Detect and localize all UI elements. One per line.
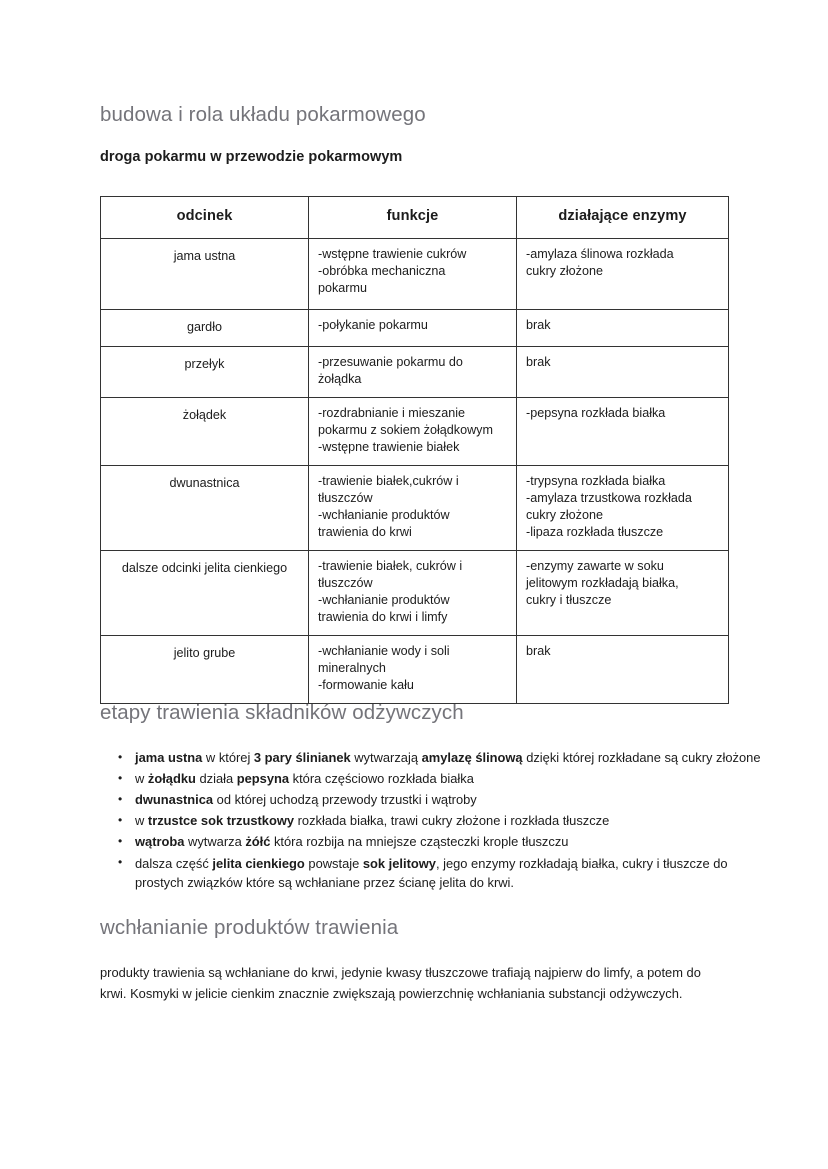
cell-segment: jelito grube [101, 635, 309, 703]
list-item-emphasis: jama ustna [135, 750, 203, 765]
list-item-emphasis: amylazę ślinową [421, 750, 523, 765]
list-item-emphasis: trzustce sok trzustkowy [147, 813, 295, 829]
absorption-paragraph: produkty trawienia są wchłaniane do krwi, jedynie kwasy tłuszczowe trafiają najpierw do limfy, a potem do krwi. Kosmyki w jelicie cienkim znacznie zwiększają powierzchnię wchłaniania substancji odżywczych. [100, 965, 701, 1001]
list-item-text: dalsza część [135, 855, 213, 871]
table-row [101, 309, 729, 346]
list-item-emphasis: pepsyna [236, 771, 290, 787]
cell-line: brak [526, 317, 551, 332]
cell-line: -formowanie kału [318, 677, 414, 692]
cell-line: -połykanie pokarmu [318, 317, 428, 332]
list-item-text: dzięki której rozkładane są cukry złożone [522, 750, 761, 765]
cell-enzymes [517, 346, 729, 397]
cell-line: -obróbka mechaniczna [318, 263, 446, 278]
cell-line: -lipaza rozkłada tłuszcze [526, 524, 664, 539]
column-header-functions: funkcje [309, 197, 517, 239]
cell-line: -wstępne trawienie białek [318, 439, 460, 454]
list-item-text: od której uchodzą przewody trzustki i wątroby [213, 792, 477, 808]
digestion-table [100, 196, 729, 704]
cell-line: trawienia do krwi [318, 524, 412, 539]
cell-enzymes [517, 635, 729, 703]
list-item-text: rozkłada białka, trawi cukry złożone i rozkłada tłuszcze [294, 813, 610, 829]
table-row [101, 238, 729, 309]
cell-line: cukry złożone [526, 507, 603, 522]
list-item [135, 769, 763, 789]
digestion-table-body [101, 238, 729, 703]
cell-line: żołądka [318, 371, 362, 386]
stages-list [100, 748, 763, 894]
cell-line: -amylaza trzustkowa rozkłada [526, 490, 692, 505]
cell-enzymes [517, 397, 729, 465]
cell-line: -enzymy zawarte w soku [526, 558, 664, 573]
cell-line: -trawienie białek,cukrów i [318, 473, 459, 488]
list-item-emphasis: sok jelitowy [362, 855, 436, 871]
cell-line: cukry złożone [526, 263, 603, 278]
list-item [135, 748, 763, 768]
cell-line: -przesuwanie pokarmu do [318, 354, 463, 369]
list-item-emphasis: wątroba [135, 834, 185, 850]
table-subtitle: droga pokarmu w przewodzie pokarmowym [100, 149, 403, 165]
table-row [101, 465, 729, 550]
list-item [135, 854, 763, 893]
list-item-emphasis: dwunastnica [135, 792, 214, 808]
list-item-emphasis: żółć [245, 834, 271, 850]
cell-line: -amylaza ślinowa rozkłada [526, 246, 674, 261]
list-item-text: , jego enzymy rozkładają białka, cukry i tłuszcze do prostych związków które są wchłaniane przez ścianę jelita do krwi. [135, 855, 728, 891]
column-header-segment: odcinek [101, 197, 309, 239]
cell-segment: przełyk [101, 346, 309, 397]
cell-enzymes [517, 238, 729, 309]
list-item-text: która częściowo rozkłada białka [289, 771, 474, 787]
cell-segment: gardło [101, 309, 309, 346]
cell-line: jelitowym rozkładają białka, [526, 575, 679, 590]
table-row [101, 397, 729, 465]
cell-line: mineralnych [318, 660, 386, 675]
cell-line: cukry i tłuszcze [526, 592, 612, 607]
digestion-table-wrapper [100, 196, 728, 704]
column-header-enzymes: działające enzymy [517, 197, 729, 239]
list-item [135, 811, 763, 831]
cell-functions [309, 465, 517, 550]
cell-line: pokarmu z sokiem żołądkowym [318, 422, 493, 437]
cell-functions [309, 238, 517, 309]
cell-line: pokarmu [318, 280, 367, 295]
cell-segment: żołądek [101, 397, 309, 465]
cell-line: trawienia do krwi i limfy [318, 609, 448, 624]
cell-segment: dwunastnica [101, 465, 309, 550]
table-row [101, 346, 729, 397]
page-title: budowa i rola układu pokarmowego [100, 103, 426, 126]
list-item-text: która rozbija na mniejsze cząsteczki krople tłuszczu [270, 834, 569, 850]
cell-functions [309, 635, 517, 703]
cell-line: -wstępne trawienie cukrów [318, 246, 467, 261]
cell-enzymes [517, 550, 729, 635]
cell-line: brak [526, 643, 551, 658]
cell-line: -rozdrabnianie i mieszanie [318, 405, 465, 420]
cell-enzymes [517, 465, 729, 550]
cell-functions [309, 309, 517, 346]
cell-functions [309, 397, 517, 465]
list-item-emphasis: żołądku [147, 771, 196, 787]
list-item-text: w [135, 771, 148, 787]
cell-functions [309, 346, 517, 397]
cell-functions [309, 550, 517, 635]
list-item [135, 832, 763, 852]
cell-line: -wchłanianie produktów [318, 592, 450, 607]
absorption-section-title: wchłanianie produktów trawienia [100, 916, 399, 939]
list-item-text: wytwarza [184, 834, 246, 850]
table-row [101, 635, 729, 703]
list-item-text: działa [195, 771, 237, 787]
list-item-emphasis: jelita cienkiego [212, 855, 305, 871]
stages-section-title: etapy trawienia składników odżywczych [100, 701, 464, 724]
cell-line: tłuszczów [318, 575, 373, 590]
cell-line: -trypsyna rozkłada białka [526, 473, 666, 488]
list-item-emphasis: 3 pary ślinianek [253, 750, 351, 765]
list-item-text: powstaje [304, 855, 363, 871]
list-item-text: w [135, 813, 148, 829]
list-item-text: w której [202, 750, 254, 765]
list-item-text: wytwarzają [350, 750, 422, 765]
cell-line: tłuszczów [318, 490, 373, 505]
cell-line: -wchłanianie wody i soli [318, 643, 450, 658]
cell-line: -wchłanianie produktów [318, 507, 450, 522]
table-header-row [101, 197, 729, 239]
table-row [101, 550, 729, 635]
cell-line: -trawienie białek, cukrów i [318, 558, 463, 573]
cell-line: brak [526, 354, 551, 369]
cell-segment: jama ustna [101, 238, 309, 309]
cell-line: -pepsyna rozkłada białka [526, 405, 666, 420]
cell-segment: dalsze odcinki jelita cienkiego [101, 550, 309, 635]
list-item [135, 790, 763, 810]
cell-enzymes [517, 309, 729, 346]
